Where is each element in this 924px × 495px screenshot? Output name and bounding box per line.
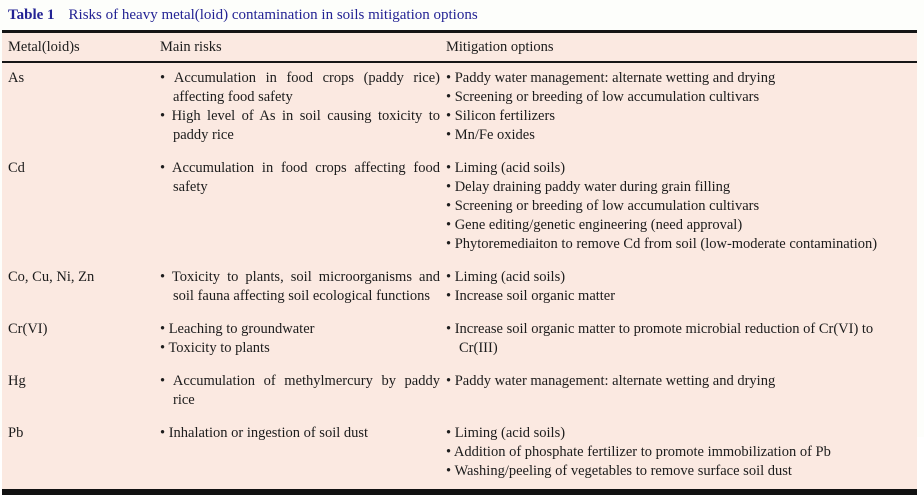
bullet-item: • Washing/peeling of vegetables to remove surface soil dust <box>446 463 792 479</box>
table-caption <box>0 0 924 30</box>
bullet-item: • High level of As in soil causing toxicity to paddy rice <box>160 108 441 143</box>
mitigation-options-cell <box>446 268 913 306</box>
bullet-item: • Delay draining paddy water during grain filling <box>446 179 731 195</box>
bullet-icon: • <box>160 70 174 86</box>
main-risks-cell <box>160 372 440 410</box>
bullet-item: • Paddy water management: alternate wetting and drying <box>446 373 776 389</box>
bullet-icon: • <box>446 288 455 304</box>
bullet-icon: • <box>446 444 454 460</box>
bullet-item: • Accumulation in food crops affecting food safety <box>160 160 441 195</box>
metal-cell: Pb <box>8 425 24 441</box>
table-header-row <box>2 33 917 63</box>
mitigation-options-cell <box>446 69 913 145</box>
table-row <box>2 314 917 366</box>
bullet-icon: • <box>160 160 173 176</box>
bullet-icon: • <box>446 179 455 195</box>
bullet-item: • Inhalation or ingestion of soil dust <box>160 425 369 441</box>
metal-cell: Co, Cu, Ni, Zn <box>8 269 95 285</box>
bullet-item: • Gene editing/genetic engineering (need approval) <box>446 217 743 233</box>
bullet-icon: • <box>446 425 455 441</box>
table-title: Risks of heavy metal(loid) contamination in soils mitigation options <box>68 7 478 23</box>
table-row <box>2 366 917 418</box>
column-header-main-risks: Main risks <box>160 39 222 55</box>
mitigation-options-cell <box>446 159 913 254</box>
bullet-icon: • <box>446 373 455 389</box>
bullet-item: • Toxicity to plants <box>160 340 270 356</box>
bullet-icon: • <box>160 373 173 389</box>
bullet-item: • Mn/Fe oxides <box>446 127 535 143</box>
bullet-icon: • <box>446 160 455 176</box>
bullet-item: • Accumulation in food crops (paddy rice) affecting food safety <box>160 70 440 105</box>
table-row <box>2 418 917 489</box>
bullet-item: • Accumulation of methylmercury by paddy rice <box>160 373 440 408</box>
column-header-mitigation-options: Mitigation options <box>446 39 554 55</box>
data-table <box>2 30 917 495</box>
bullet-item: • Liming (acid soils) <box>446 269 566 285</box>
bullet-icon: • <box>446 89 455 105</box>
bullet-item: • Screening or breeding of low accumulation cultivars <box>446 89 760 105</box>
mitigation-options-cell <box>446 320 913 358</box>
bullet-item: • Toxicity to plants, soil microorganisms and soil fauna affecting soil ecological functions <box>160 269 440 304</box>
bullet-icon: • <box>160 269 172 285</box>
bullet-item: • Increase soil organic matter <box>446 288 616 304</box>
bullet-item: • Silicon fertilizers <box>446 108 555 124</box>
bullet-icon: • <box>160 340 169 356</box>
bullet-item: • Liming (acid soils) <box>446 425 566 441</box>
bullet-item: • Paddy water management: alternate wetting and drying <box>446 70 776 86</box>
table-row <box>2 262 917 314</box>
mitigation-options-cell <box>446 424 913 481</box>
bullet-icon: • <box>446 127 455 143</box>
bullet-icon: • <box>446 70 455 86</box>
bullet-icon: • <box>160 108 172 124</box>
column-header-metalloids: Metal(loid)s <box>8 39 80 55</box>
bullet-icon: • <box>446 236 455 252</box>
main-risks-cell <box>160 268 440 306</box>
bullet-item: • Phytoremediaiton to remove Cd from soil (low-moderate contamination) <box>446 236 878 252</box>
bullet-item: • Leaching to groundwater <box>160 321 315 337</box>
main-risks-cell <box>160 320 440 358</box>
metal-cell: Cr(VI) <box>8 321 48 337</box>
table-row <box>2 63 917 153</box>
bullet-icon: • <box>160 425 169 441</box>
table-number: Table 1 <box>8 7 55 23</box>
bullet-icon: • <box>446 198 455 214</box>
bullet-icon: • <box>446 217 455 233</box>
bullet-icon: • <box>446 108 455 124</box>
metal-cell: Cd <box>8 160 25 176</box>
main-risks-cell <box>160 159 440 254</box>
bullet-icon: • <box>446 269 455 285</box>
table-row <box>2 153 917 262</box>
bullet-item: • Screening or breeding of low accumulation cultivars <box>446 198 760 214</box>
main-risks-cell <box>160 424 440 481</box>
table-body <box>2 63 917 489</box>
metal-cell: As <box>8 70 25 86</box>
bullet-icon: • <box>446 463 455 479</box>
main-risks-cell <box>160 69 440 145</box>
bullet-icon: • <box>160 321 169 337</box>
bullet-item: • Addition of phosphate fertilizer to promote immobilization of Pb <box>446 444 831 460</box>
mitigation-options-cell <box>446 372 913 410</box>
bullet-item: • Liming (acid soils) <box>446 160 566 176</box>
metal-cell: Hg <box>8 373 26 389</box>
bullet-icon: • <box>446 321 455 337</box>
bullet-item: • Increase soil organic matter to promote microbial reduction of Cr(VI) to Cr(III) <box>446 321 874 356</box>
